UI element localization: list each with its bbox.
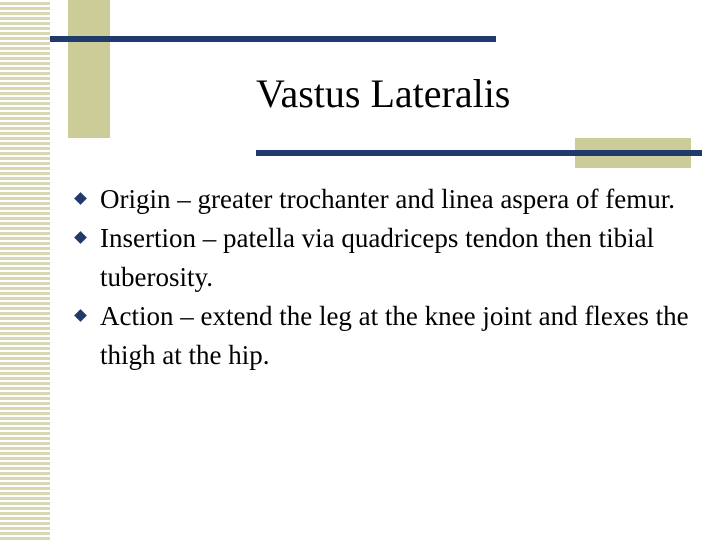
- striped-margin-band: [0, 0, 50, 540]
- title-rule-bottom: [256, 150, 702, 156]
- olive-accent-block-top: [68, 0, 110, 138]
- bullet-text: Origin – greater trochanter and linea aspera of femur.: [100, 184, 675, 214]
- bullet-list: [74, 180, 694, 375]
- diamond-bullet-icon: [74, 231, 87, 244]
- bullet-item-origin: [74, 180, 694, 219]
- diamond-bullet-icon: [74, 192, 87, 205]
- title-rule-top: [50, 36, 496, 42]
- slide-title: Vastus Lateralis: [256, 71, 511, 116]
- bullet-item-action: [74, 297, 694, 375]
- bullet-text: Insertion – patella via quadriceps tendon then tibial tuberosity.: [100, 223, 655, 292]
- diamond-bullet-icon: [74, 309, 87, 322]
- bullet-text: Action – extend the leg at the knee joint and flexes the thigh at the hip.: [100, 301, 689, 370]
- bullet-item-insertion: [74, 219, 694, 297]
